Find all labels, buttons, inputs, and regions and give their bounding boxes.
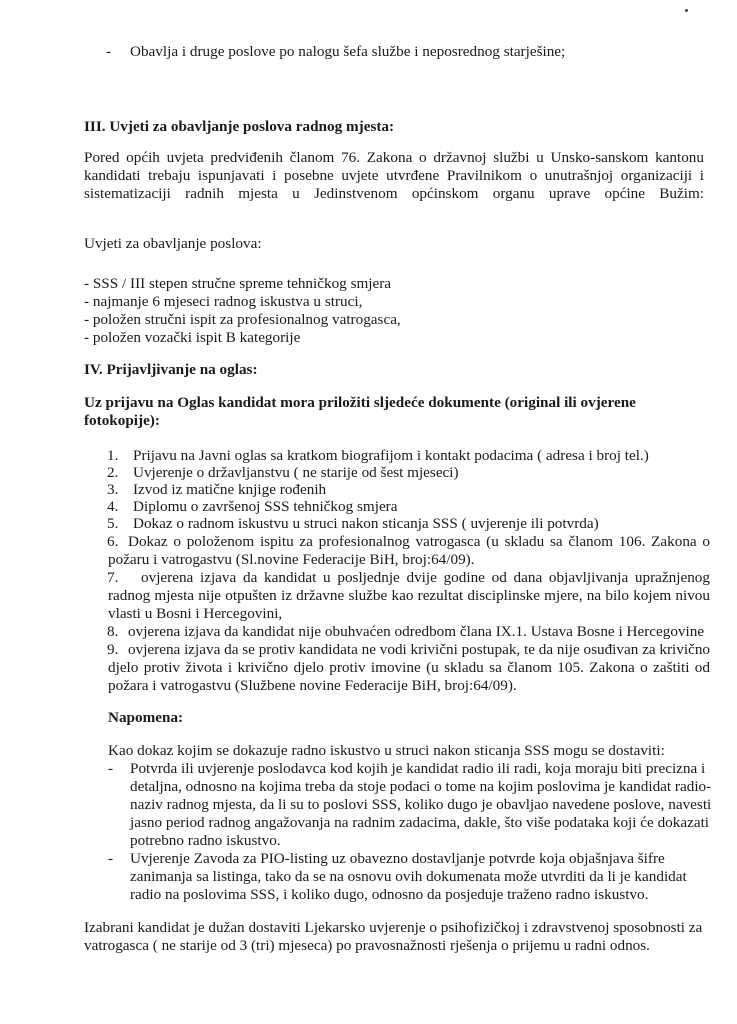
condition-item: - položen vozački ispit B kategorije [84, 329, 301, 346]
note-bullet-text: detaljna, odnosno na kojima treba da stoje podaci o tome na kojim poslovima je kandidat radio- [130, 778, 712, 795]
section-3-intro-line-3: sistematizaciji radnih mjesta u Jedinstvenom općinskom organu uprave općine Bužim: [84, 185, 704, 202]
note-bullet-text: radio na poslovima SSS, i koliko dugo, odnosno da posjeduje traženo radno iskustvo. [130, 886, 649, 903]
doc-item-text: Izvod iz matične knjige rođenih [133, 481, 327, 498]
doc-item-text: ovjerena izjava da se protiv kandidata ne vodi krivični postupak, te da nije osuđivan za krivično [128, 641, 711, 658]
note-bullet-text: zanimanja sa listinga, tako da se na osnovu ovih dokumenata može utvrditi da li je kandidat [130, 868, 687, 885]
note-bullet-text: jasno period radnog angažovanja na radnim zadacima, dakle, što više podataka koji će dokazati [130, 814, 710, 831]
top-item-dash: - [106, 43, 112, 60]
doc-item-text: Dokaz o položenom ispitu za profesionalnog vatrogasca (u skladu sa članom 106. Zakona o [128, 533, 710, 550]
doc-item-number: 6. [107, 533, 119, 550]
doc-item-text: Diplomu o završenoj SSS tehničkog smjera [133, 498, 398, 515]
note-bullet-dash: - [108, 850, 114, 867]
conditions-label: Uvjeti za obavljanje poslova: [84, 235, 262, 252]
doc-item-text: požaru i vatrogastvu (Sl.novine Federacije BiH, broj:64/09). [108, 551, 475, 568]
doc-item-text: vlasti u Bosni i Hercegovini, [108, 605, 283, 622]
note-intro: Kao dokaz kojim se dokazuje radno iskustvo u struci nakon sticanja SSS mogu se dostaviti: [108, 742, 665, 759]
section-4-heading: IV. Prijavljivanje na oglas: [84, 361, 258, 378]
note-bullet-text: Potvrda ili uvjerenje poslodavca kod kojih je kandidat radio ili radi, koja moraju biti precizna i [130, 760, 706, 777]
closing-line-2: vatrogasca ( ne starije od 3 (tri) mjeseca) po pravosnažnosti rješenja o prijemu u radni odnos. [84, 937, 650, 954]
section-3-intro-line-1: Pored općih uvjeta predviđenih članom 76. Zakona o državnoj službi u Unsko-sanskom kantonu [84, 149, 704, 166]
doc-item-text: Prijavu na Javni oglas sa kratkom biografijom i kontakt podacima ( adresa i broj tel.) [133, 447, 649, 464]
doc-item-number: 7. [107, 569, 119, 586]
documents-heading-line-2: fotokopije): [84, 412, 160, 429]
note-bullet-text: Uvjerenje Zavoda za PIO-listing uz obavezno dostavljanje potvrde koja objašnjava šifre [130, 850, 665, 867]
doc-item-text: Dokaz o radnom iskustvu u struci nakon sticanja SSS ( uvjerenje ili potvrda) [133, 515, 599, 532]
doc-item-number: 8. [107, 623, 119, 640]
section-3-heading: III. Uvjeti za obavljanje poslova radnog mjesta: [84, 118, 395, 135]
note-bullet-text: naziv radnog mjesta, da li su to poslovi SSS, koliko dugo je obavljao navedene poslove, navesti [130, 796, 712, 813]
top-item-text: Obavlja i druge poslove po nalogu šefa službe i neposrednog starješine; [130, 43, 566, 60]
note-bullet-dash: - [108, 760, 114, 777]
doc-item-number: 3. [107, 481, 119, 498]
condition-item: - SSS / III stepen stručne spreme tehničkog smjera [84, 275, 392, 292]
condition-item: - najmanje 6 mjeseci radnog iskustva u struci, [84, 293, 363, 310]
doc-item-text: ovjerena izjava da kandidat u posljednje dvije godine od dana objavljivanja upražnjenog [141, 569, 710, 586]
closing-line-1: Izabrani kandidat je dužan dostaviti Ljekarsko uvjerenje o psihofizičkoj i zdravstvenoj sposobnosti za [84, 919, 703, 936]
condition-item: - položen stručni ispit za profesionalnog vatrogasca, [84, 311, 401, 328]
doc-item-number: 2. [107, 464, 119, 481]
doc-item-text: požara i vatrogastvu (Službene novine Federacije BiH, broj:64/09). [108, 677, 517, 694]
doc-item-text: djelo protiv života i krivično djelo protiv imovine (u skladu sa članom 105. Zakona o zaštiti od [108, 659, 710, 676]
doc-item-number: 9. [107, 641, 119, 658]
note-heading: Napomena: [108, 709, 184, 726]
section-3-intro-line-2: kandidati trebaju ispunjavati i posebne uvjete utvrđene Pravilnikom o unutrašnjoj organizaciji i [84, 167, 704, 184]
doc-item-text: Uvjerenje o državljanstvu ( ne starije od šest mjeseci) [133, 464, 459, 481]
doc-item-text: ovjerena izjava da kandidat nije obuhvaćen odredbom člana IX.1. Ustava Bosne i Hercegovine [128, 623, 705, 640]
documents-heading-line-1: Uz prijavu na Oglas kandidat mora priložiti sljedeće dokumente (original ili ovjerene [84, 394, 636, 411]
doc-item-number: 4. [107, 498, 119, 515]
note-bullet-text: potrebno radno iskustvo. [130, 832, 281, 849]
scan-speck [685, 9, 688, 12]
doc-item-text: radnog mjesta nije otpušten iz državne službe kao rezultat disciplinske mjere, na bilo kojem nivou [108, 587, 710, 604]
doc-item-number: 5. [107, 515, 119, 532]
doc-item-number: 1. [107, 447, 119, 464]
